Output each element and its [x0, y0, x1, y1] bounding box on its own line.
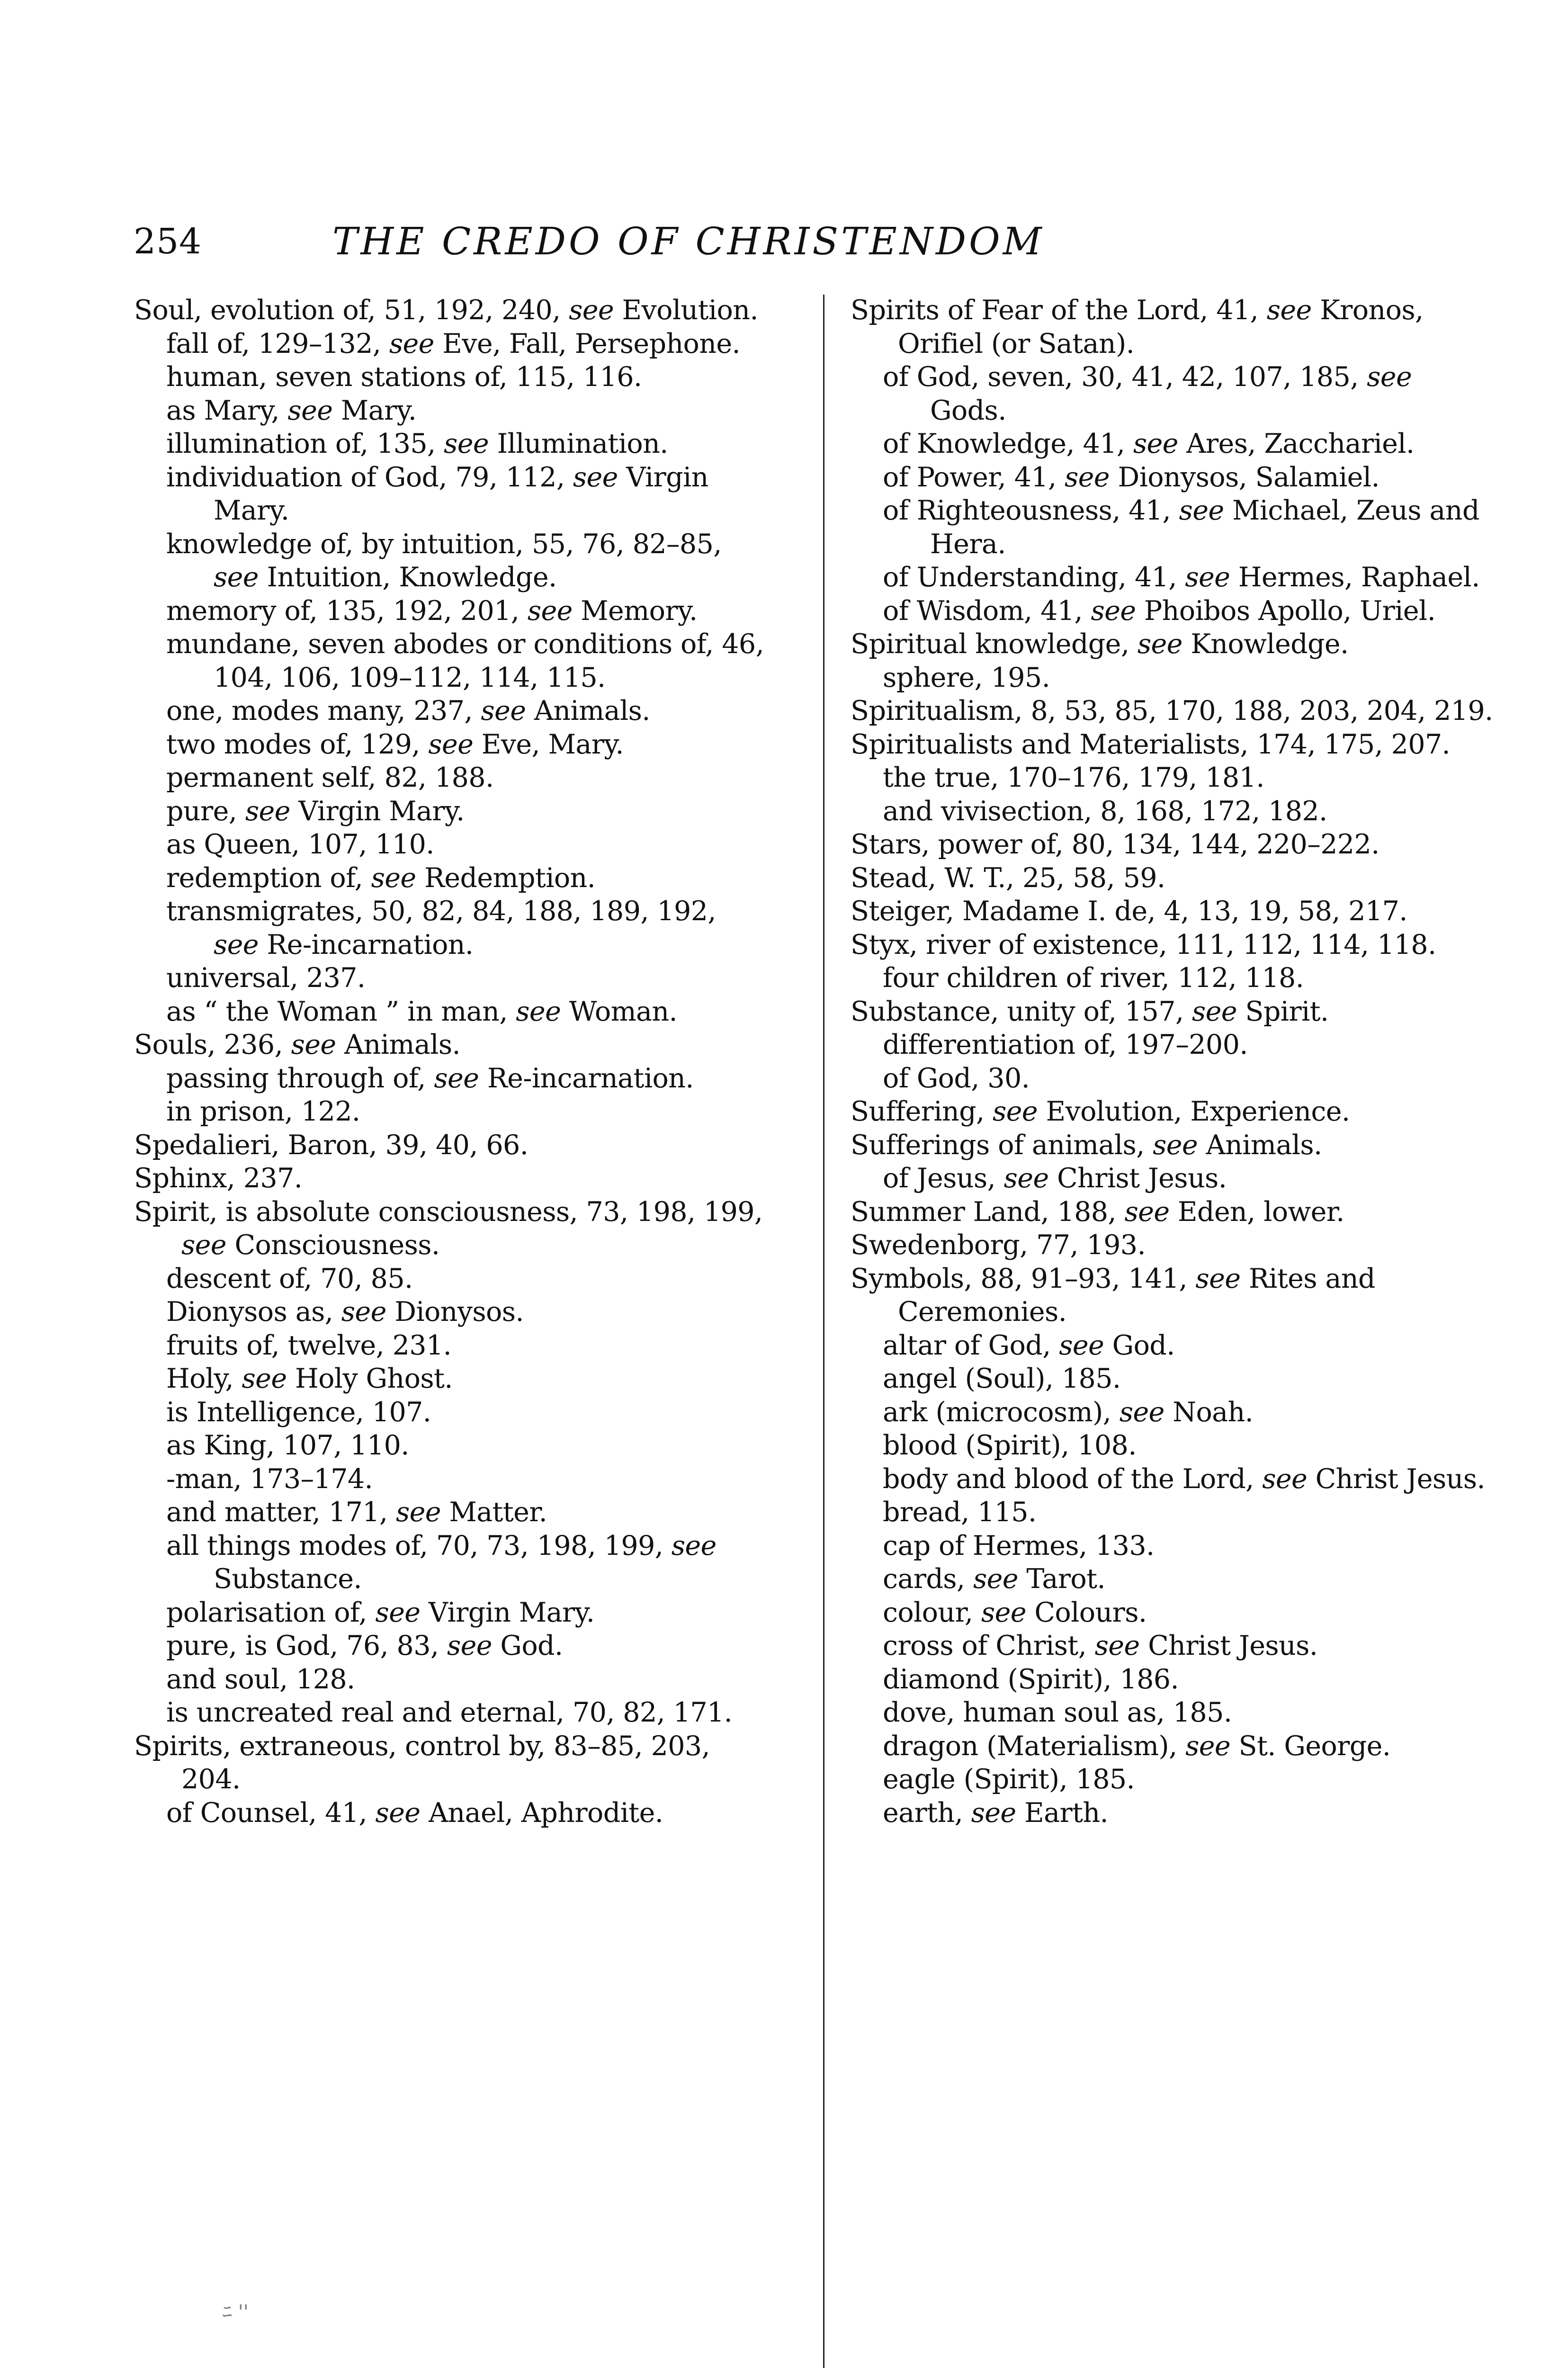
see-reference-marker: see [671, 1530, 717, 1561]
cross-reference: Earth. [1024, 1797, 1109, 1829]
index-subentry [134, 1295, 769, 1329]
entry-text: Symbols, 88, 91–93, 141, [851, 1263, 1196, 1294]
entry-text: redemption of, [166, 862, 371, 894]
see-reference-marker: see [428, 728, 474, 760]
cross-reference: Gods. [930, 395, 1006, 426]
entry-text: Stars, power of, 80, 134, 144, 220–222. [851, 829, 1380, 860]
entry-text: and soul, 128. [166, 1663, 355, 1695]
index-entry [851, 628, 1495, 661]
cross-reference: Michael, Zeus and Hera. [930, 495, 1479, 560]
entry-text: of God, 30. [883, 1062, 1030, 1094]
index-subentry [134, 461, 769, 528]
entry-text: body and blood of the Lord, [883, 1463, 1263, 1495]
entry-text: Holy, [166, 1363, 242, 1394]
index-entry [851, 1129, 1495, 1162]
entry-text: Stead, W. T., 25, 58, 59. [851, 862, 1165, 894]
index-subentry [134, 895, 769, 961]
cross-reference: Evolution, Experience. [1046, 1096, 1350, 1127]
column-divider [823, 295, 824, 2368]
index-subentry [851, 1028, 1495, 1062]
index-subentry [851, 461, 1495, 494]
index-subentry [851, 1730, 1495, 1763]
index-subentry [134, 327, 769, 361]
see-reference-marker: see [993, 1096, 1038, 1127]
cross-reference: Rites and Ceremonies. [898, 1263, 1375, 1328]
index-subentry [134, 728, 769, 762]
entry-text: bread, 115. [883, 1497, 1037, 1528]
page-number: 254 [134, 221, 202, 262]
index-subentry [134, 528, 769, 594]
see-reference-marker: see [1004, 1163, 1049, 1194]
see-reference-marker: see [1065, 461, 1110, 493]
index-subentry [134, 1663, 769, 1696]
index-subentry [851, 1462, 1495, 1496]
entry-text: of Counsel, 41, [166, 1797, 376, 1829]
entry-text: the true, 170–176, 179, 181. [883, 762, 1264, 793]
page-header [134, 215, 1194, 268]
cross-reference: Phoibos Apollo, Uriel. [1144, 595, 1436, 627]
cross-reference: Christ Jesus. [1315, 1463, 1485, 1495]
index-entry [851, 828, 1495, 861]
entry-text: of Knowledge, 41, [883, 428, 1133, 459]
entry-text: Souls, 236, [134, 1029, 291, 1060]
see-reference-marker: see [447, 1630, 492, 1661]
entry-text: mundane, seven abodes or conditions of, 46, 104, 106, 109–112, 114, 115. [166, 628, 764, 693]
entry-text: of Wisdom, 41, [883, 595, 1091, 627]
index-subentry [134, 694, 769, 728]
index-subentry [134, 1062, 769, 1095]
cross-reference: Kronos, Orifiel (or Satan). [898, 295, 1424, 359]
see-reference-marker: see [971, 1797, 1016, 1829]
index-subentry [134, 1696, 769, 1730]
entry-text: Sufferings of animals, [851, 1129, 1153, 1161]
index-subentry [851, 1429, 1495, 1462]
index-entry [134, 1028, 769, 1062]
index-subentry [134, 594, 769, 628]
index-entry [851, 728, 1495, 762]
index-subentry [851, 1062, 1495, 1095]
see-reference-marker: see [527, 595, 573, 627]
index-entry [134, 1162, 769, 1195]
index-subentry [134, 360, 769, 394]
index-subentry [134, 1362, 769, 1396]
index-entry [851, 1095, 1495, 1129]
see-reference-marker: see [434, 1062, 479, 1094]
index-subentry [851, 1362, 1495, 1396]
entry-text: as King, 107, 110. [166, 1430, 409, 1461]
see-reference-marker: see [1367, 361, 1412, 393]
see-reference-marker: see [1185, 1730, 1230, 1762]
see-reference-marker: see [1153, 1129, 1198, 1161]
entry-text: descent of, 70, 85. [166, 1263, 413, 1294]
entry-text: Spiritualism, 8, 53, 85, 170, 188, 203, 204, 219. [851, 695, 1493, 727]
entry-text: dove, human soul as, 185. [883, 1697, 1232, 1728]
cross-reference: Holy Ghost. [295, 1363, 453, 1394]
entry-text: is Intelligence, 107. [166, 1396, 431, 1428]
cross-reference: Dionysos. [394, 1296, 524, 1328]
cross-reference: Intuition, Knowledge. [267, 562, 557, 593]
cross-reference: Spirit. [1245, 996, 1329, 1027]
index-subentry [134, 1329, 769, 1363]
entry-text: altar of God, [883, 1329, 1059, 1361]
cross-reference: Christ Jesus. [1057, 1163, 1227, 1194]
index-subentry [851, 1696, 1495, 1730]
index-subentry [134, 795, 769, 828]
cross-reference: Christ Jesus. [1148, 1630, 1318, 1661]
see-reference-marker: see [1119, 1396, 1165, 1428]
cross-reference: Memory. [581, 595, 698, 627]
index-entry [851, 694, 1495, 728]
index-entry [851, 895, 1495, 928]
see-reference-marker: see [1192, 996, 1237, 1027]
index-subentry [134, 1629, 769, 1663]
entry-text: pure, [166, 795, 245, 827]
see-reference-marker: see [444, 428, 489, 459]
entry-text: Styx, river of existence, 111, 112, 114, 118. [851, 929, 1436, 960]
index-subentry [134, 1462, 769, 1496]
cross-reference: Eve, Mary. [481, 728, 624, 760]
entry-text: fall of, 129–132, [166, 328, 389, 359]
index-subentry [851, 1496, 1495, 1529]
entry-text: cards, [883, 1563, 973, 1595]
cross-reference: St. George. [1238, 1730, 1391, 1762]
see-reference-marker: see [1195, 1263, 1241, 1294]
cross-reference: God. [500, 1630, 563, 1661]
entry-text: of God, seven, 30, 41, 42, 107, 185, [883, 361, 1367, 393]
entry-text: all things modes of, 70, 73, 198, 199, [166, 1530, 672, 1561]
index-entry [851, 1229, 1495, 1262]
entry-text: Spirits, extraneous, control by, 83–85, 203, 204. [134, 1730, 710, 1795]
cross-reference: Re-incarnation. [487, 1062, 694, 1094]
cross-reference: Animals. [344, 1029, 461, 1060]
entry-text: passing through of, [166, 1062, 434, 1094]
cross-reference: Ares, Zacchariel. [1186, 428, 1415, 459]
index-subentry [134, 1796, 769, 1830]
cross-reference: Virgin Mary. [428, 1597, 595, 1628]
entry-text: cross of Christ, [883, 1630, 1095, 1661]
cross-reference: Tarot. [1026, 1563, 1105, 1595]
cross-reference: Re-incarnation. [267, 929, 474, 960]
cross-reference: Hermes, Raphael. [1238, 562, 1480, 593]
index-entry [134, 1129, 769, 1162]
see-reference-marker: see [1094, 1630, 1140, 1661]
entry-text: human, seven stations of, 115, 116. [166, 361, 642, 393]
index-entry [134, 294, 769, 327]
index-subentry [851, 1796, 1495, 1830]
entry-text: earth, [883, 1797, 971, 1829]
see-reference-marker: see [181, 1229, 226, 1261]
see-reference-marker: see [214, 562, 259, 593]
see-reference-marker: see [1266, 295, 1312, 326]
index-subentry [851, 1529, 1495, 1563]
index-entry [851, 995, 1495, 1029]
cross-reference: Animals. [534, 695, 650, 727]
entry-text: as Queen, 107, 110. [166, 829, 434, 860]
entry-text: Substance, unity of, 157, [851, 996, 1192, 1027]
cross-reference: Virgin Mary. [298, 795, 465, 827]
cross-reference: Matter. [449, 1497, 547, 1528]
entry-text: Sphinx, 237. [134, 1163, 303, 1194]
cross-reference: Virgin Mary. [214, 461, 708, 526]
entry-text: dragon (Materialism), [883, 1730, 1186, 1762]
entry-text: Dionysos as, [166, 1296, 341, 1328]
entry-text: individuation of God, 79, 112, [166, 461, 573, 493]
entry-text: memory of, 135, 192, 201, [166, 595, 528, 627]
footer-marks: ﾆ '' [223, 2301, 249, 2323]
cross-reference: Woman. [569, 996, 678, 1027]
entry-text: of Jesus, [883, 1163, 1004, 1194]
see-reference-marker: see [1185, 562, 1230, 593]
entry-text: fruits of, twelve, 231. [166, 1329, 452, 1361]
entry-text: universal, 237. [166, 962, 366, 994]
index-subentry [851, 1396, 1495, 1429]
entry-text: Spirits of Fear of the Lord, 41, [851, 295, 1267, 326]
index-subentry [134, 1262, 769, 1296]
index-subentry [851, 1562, 1495, 1596]
index-subentry [851, 761, 1495, 795]
cross-reference: Consciousness. [234, 1229, 440, 1261]
see-reference-marker: see [375, 1597, 421, 1628]
index-subentry [851, 961, 1495, 995]
index-subentry [134, 961, 769, 995]
see-reference-marker: see [1124, 1196, 1170, 1228]
index-entry [851, 294, 1495, 360]
index-subentry [851, 1663, 1495, 1696]
cross-reference: God. [1112, 1329, 1175, 1361]
see-reference-marker: see [516, 996, 561, 1027]
see-reference-marker: see [1179, 495, 1224, 526]
entry-text: Soul, evolution of, 51, 192, 240, [134, 295, 569, 326]
entry-text: Steiger, Madame I. de, 4, 13, 19, 58, 217. [851, 896, 1407, 927]
entry-text: one, modes many, 237, [166, 695, 481, 727]
index-subentry [134, 1529, 769, 1596]
index-subentry [134, 394, 769, 428]
cross-reference: Eve, Fall, Persephone. [442, 328, 741, 359]
entry-text: permanent self, 82, 188. [166, 762, 494, 793]
index-entry [851, 1262, 1495, 1329]
entry-text: and vivisection, 8, 168, 172, 182. [883, 795, 1327, 827]
cross-reference: Eden, lower. [1177, 1196, 1344, 1228]
entry-text: diamond (Spirit), 186. [883, 1663, 1179, 1695]
see-reference-marker: see [1133, 428, 1178, 459]
entry-text: blood (Spirit), 108. [883, 1430, 1137, 1461]
index-subentry [134, 1396, 769, 1429]
cross-reference: Colours. [1034, 1597, 1147, 1628]
see-reference-marker: see [245, 795, 290, 827]
index-subentry [851, 1162, 1495, 1195]
entry-text: Spirit, is absolute consciousness, 73, 198, 199, [134, 1196, 763, 1228]
cross-reference: Redemption. [424, 862, 596, 894]
index-entry [134, 1195, 769, 1262]
see-reference-marker: see [214, 929, 259, 960]
index-subentry [851, 427, 1495, 461]
cross-reference: Knowledge. [1191, 628, 1349, 660]
index-subentry [134, 1596, 769, 1630]
index-subentry [851, 561, 1495, 594]
index-subentry [134, 427, 769, 461]
index-entry [134, 1730, 769, 1796]
index-subentry [134, 1496, 769, 1529]
entry-text: Swedenborg, 77, 193. [851, 1229, 1146, 1261]
entry-text: as Mary, [166, 395, 288, 426]
see-reference-marker: see [371, 862, 416, 894]
index-entry [851, 928, 1495, 962]
cross-reference: Noah. [1173, 1396, 1254, 1428]
entry-text: transmigrates, 50, 82, 84, 188, 189, 192, [166, 896, 716, 927]
see-reference-marker: see [973, 1563, 1018, 1595]
index-subentry [851, 1596, 1495, 1630]
index-subentry [134, 761, 769, 795]
entry-text: illumination of, 135, [166, 428, 444, 459]
cross-reference: Illumination. [497, 428, 668, 459]
entry-text: Summer Land, 188, [851, 1196, 1125, 1228]
entry-text: and matter, 171, [166, 1497, 396, 1528]
index-subentry [134, 995, 769, 1029]
entry-text: of Power, 41, [883, 461, 1065, 493]
entry-text: colour, [883, 1597, 981, 1628]
entry-text: knowledge of, by intuition, 55, 76, 82–85, [166, 528, 722, 560]
entry-text: Spiritualists and Materialists, 174, 175, 207. [851, 728, 1451, 760]
see-reference-marker: see [242, 1363, 287, 1394]
index-subentry [851, 795, 1495, 828]
index-subentry [851, 594, 1495, 628]
index-entry [851, 861, 1495, 895]
see-reference-marker: see [481, 695, 526, 727]
see-reference-marker: see [1091, 595, 1136, 627]
see-reference-marker: see [1059, 1329, 1104, 1361]
entry-text: Spiritual knowledge, [851, 628, 1138, 660]
cross-reference: Anael, Aphrodite. [428, 1797, 663, 1829]
entry-text: angel (Soul), 185. [883, 1363, 1121, 1394]
index-column-right [851, 294, 1495, 1830]
entry-text: Suffering, [851, 1096, 993, 1127]
cross-reference: Mary. [340, 395, 417, 426]
see-reference-marker: see [389, 328, 434, 359]
index-subentry [134, 861, 769, 895]
entry-text: four children of river, 112, 118. [883, 962, 1304, 994]
see-reference-marker: see [291, 1029, 336, 1060]
index-subentry [134, 1429, 769, 1462]
index-subentry [134, 828, 769, 861]
see-reference-marker: see [287, 395, 333, 426]
index-subentry [851, 360, 1495, 427]
entry-text: is uncreated real and eternal, 70, 82, 171. [166, 1697, 733, 1728]
entry-text: in prison, 122. [166, 1096, 360, 1127]
see-reference-marker: see [375, 1797, 421, 1829]
entry-text: ark (microcosm), [883, 1396, 1120, 1428]
entry-text: as “ the Woman ” in man, [166, 996, 516, 1027]
see-reference-marker: see [1137, 628, 1183, 660]
index-entry [851, 1195, 1495, 1229]
entry-text: polarisation of, [166, 1597, 376, 1628]
entry-text: pure, is God, 76, 83, [166, 1630, 447, 1661]
see-reference-marker: see [341, 1296, 386, 1328]
entry-text: sphere, 195. [883, 662, 1050, 693]
see-reference-marker: see [1262, 1463, 1308, 1495]
entry-text: cap of Hermes, 133. [883, 1530, 1155, 1561]
cross-reference: Animals. [1206, 1129, 1322, 1161]
cross-reference: Dionysos, Salamiel. [1118, 461, 1380, 493]
index-subentry [134, 628, 769, 694]
entry-text: of Righteousness, 41, [883, 495, 1179, 526]
see-reference-marker: see [981, 1597, 1026, 1628]
cross-reference: Evolution. [622, 295, 758, 326]
see-reference-marker: see [569, 295, 614, 326]
entry-text: differentiation of, 197–200. [883, 1029, 1248, 1060]
entry-text: -man, 173–174. [166, 1463, 373, 1495]
index-subentry [134, 1095, 769, 1129]
index-subentry [851, 661, 1495, 695]
cross-reference: Substance. [214, 1563, 362, 1595]
index-subentry [851, 1629, 1495, 1663]
entry-text: Spedalieri, Baron, 39, 40, 66. [134, 1129, 529, 1161]
index-subentry [851, 494, 1495, 561]
index-subentry [851, 1763, 1495, 1796]
entry-text: two modes of, 129, [166, 728, 429, 760]
entry-text: eagle (Spirit), 185. [883, 1764, 1135, 1795]
running-title: THE CREDO OF CHRISTENDOM [332, 219, 1045, 263]
entry-text: of Understanding, 41, [883, 562, 1185, 593]
see-reference-marker: see [395, 1497, 441, 1528]
see-reference-marker: see [573, 461, 618, 493]
index-column-left [134, 294, 769, 1830]
index-subentry [851, 1329, 1495, 1363]
